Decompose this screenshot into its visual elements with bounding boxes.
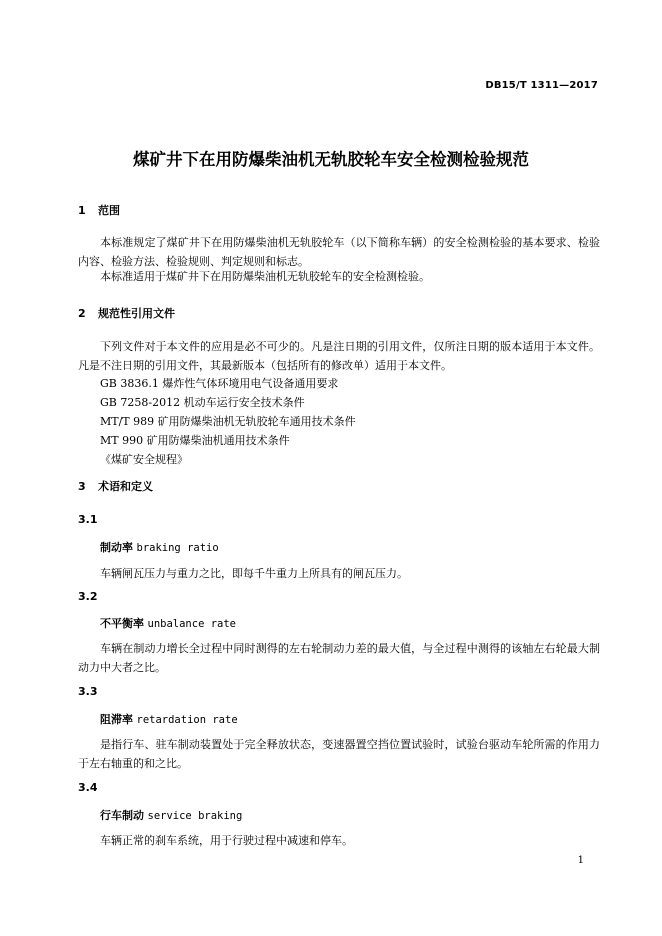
term-en: unbalance rate: [147, 618, 237, 630]
term-en: retardation rate: [136, 714, 238, 726]
term: [100, 807, 242, 823]
paragraph: 本标准适用于煤矿井下在用防爆柴油机无轨胶轮车的安全检测检验。: [100, 270, 430, 283]
clause-number: 3.1: [78, 513, 98, 526]
clause-number: 3.3: [78, 685, 98, 698]
section-heading-normative-references: [78, 305, 175, 321]
reference-item: GB 7258-2012 机动车运行安全技术条件: [100, 396, 305, 409]
section-title: 术语和定义: [98, 480, 153, 493]
section-number: 1: [78, 204, 86, 217]
term-zh: 制动率: [100, 541, 133, 554]
term-zh: 阻滞率: [100, 713, 133, 726]
section-heading-terms: [78, 478, 153, 494]
reference-item: MT/T 989 矿用防爆柴油机无轨胶轮车通用技术条件: [100, 415, 356, 428]
term-zh: 不平衡率: [100, 617, 144, 630]
term: [100, 539, 219, 555]
section-number: 2: [78, 307, 86, 320]
page-title: 煤矿井下在用防爆柴油机无轨胶轮车安全检测检验规范: [133, 150, 529, 169]
paragraph: 本标准规定了煤矿井下在用防爆柴油机无轨胶轮车（以下简称车辆）的安全检测检验的基本要求、检验内容、检验方法、检验规则、判定规则和标志。: [78, 236, 600, 268]
term: [100, 615, 236, 631]
reference-item: GB 3836.1 爆炸性气体环境用电气设备通用要求: [100, 377, 339, 390]
term-definition: 车辆在制动力增长全过程中同时测得的左右轮制动力差的最大值，与全过程中测得的该轴左右轮最大制动力中大者之比。: [78, 642, 600, 674]
section-title: 范围: [98, 204, 120, 217]
clause-number: 3.4: [78, 781, 98, 794]
page-number: 1: [577, 855, 584, 866]
term-en: braking ratio: [136, 542, 219, 554]
term-en: service braking: [147, 810, 243, 822]
section-title: 规范性引用文件: [98, 307, 175, 320]
term-definition: 车辆闸瓦压力与重力之比，即每千牛重力上所具有的闸瓦压力。: [100, 567, 408, 580]
term-definition: 车辆正常的刹车系统，用于行驶过程中减速和停车。: [100, 834, 353, 847]
section-heading-scope: [78, 202, 120, 218]
paragraph: 下列文件对于本文件的应用是必不可少的。凡是注日期的引用文件，仅所注日期的版本适用于本文件。凡是不注日期的引用文件，其最新版本（包括所有的修改单）适用于本文件。: [78, 340, 600, 372]
clause-number: 3.2: [78, 590, 98, 603]
section-number: 3: [78, 480, 86, 493]
term: [100, 711, 238, 727]
term-zh: 行车制动: [100, 809, 144, 822]
term-definition: 是指行车、驻车制动装置处于完全释放状态，变速器置空挡位置试验时，试验台驱动车轮所需的作用力于左右轴重的和之比。: [78, 738, 600, 770]
reference-item: 《煤矿安全规程》: [100, 453, 188, 466]
document-code: DB15/T 1311—2017: [485, 80, 598, 91]
reference-item: MT 990 矿用防爆柴油机通用技术条件: [100, 434, 290, 447]
